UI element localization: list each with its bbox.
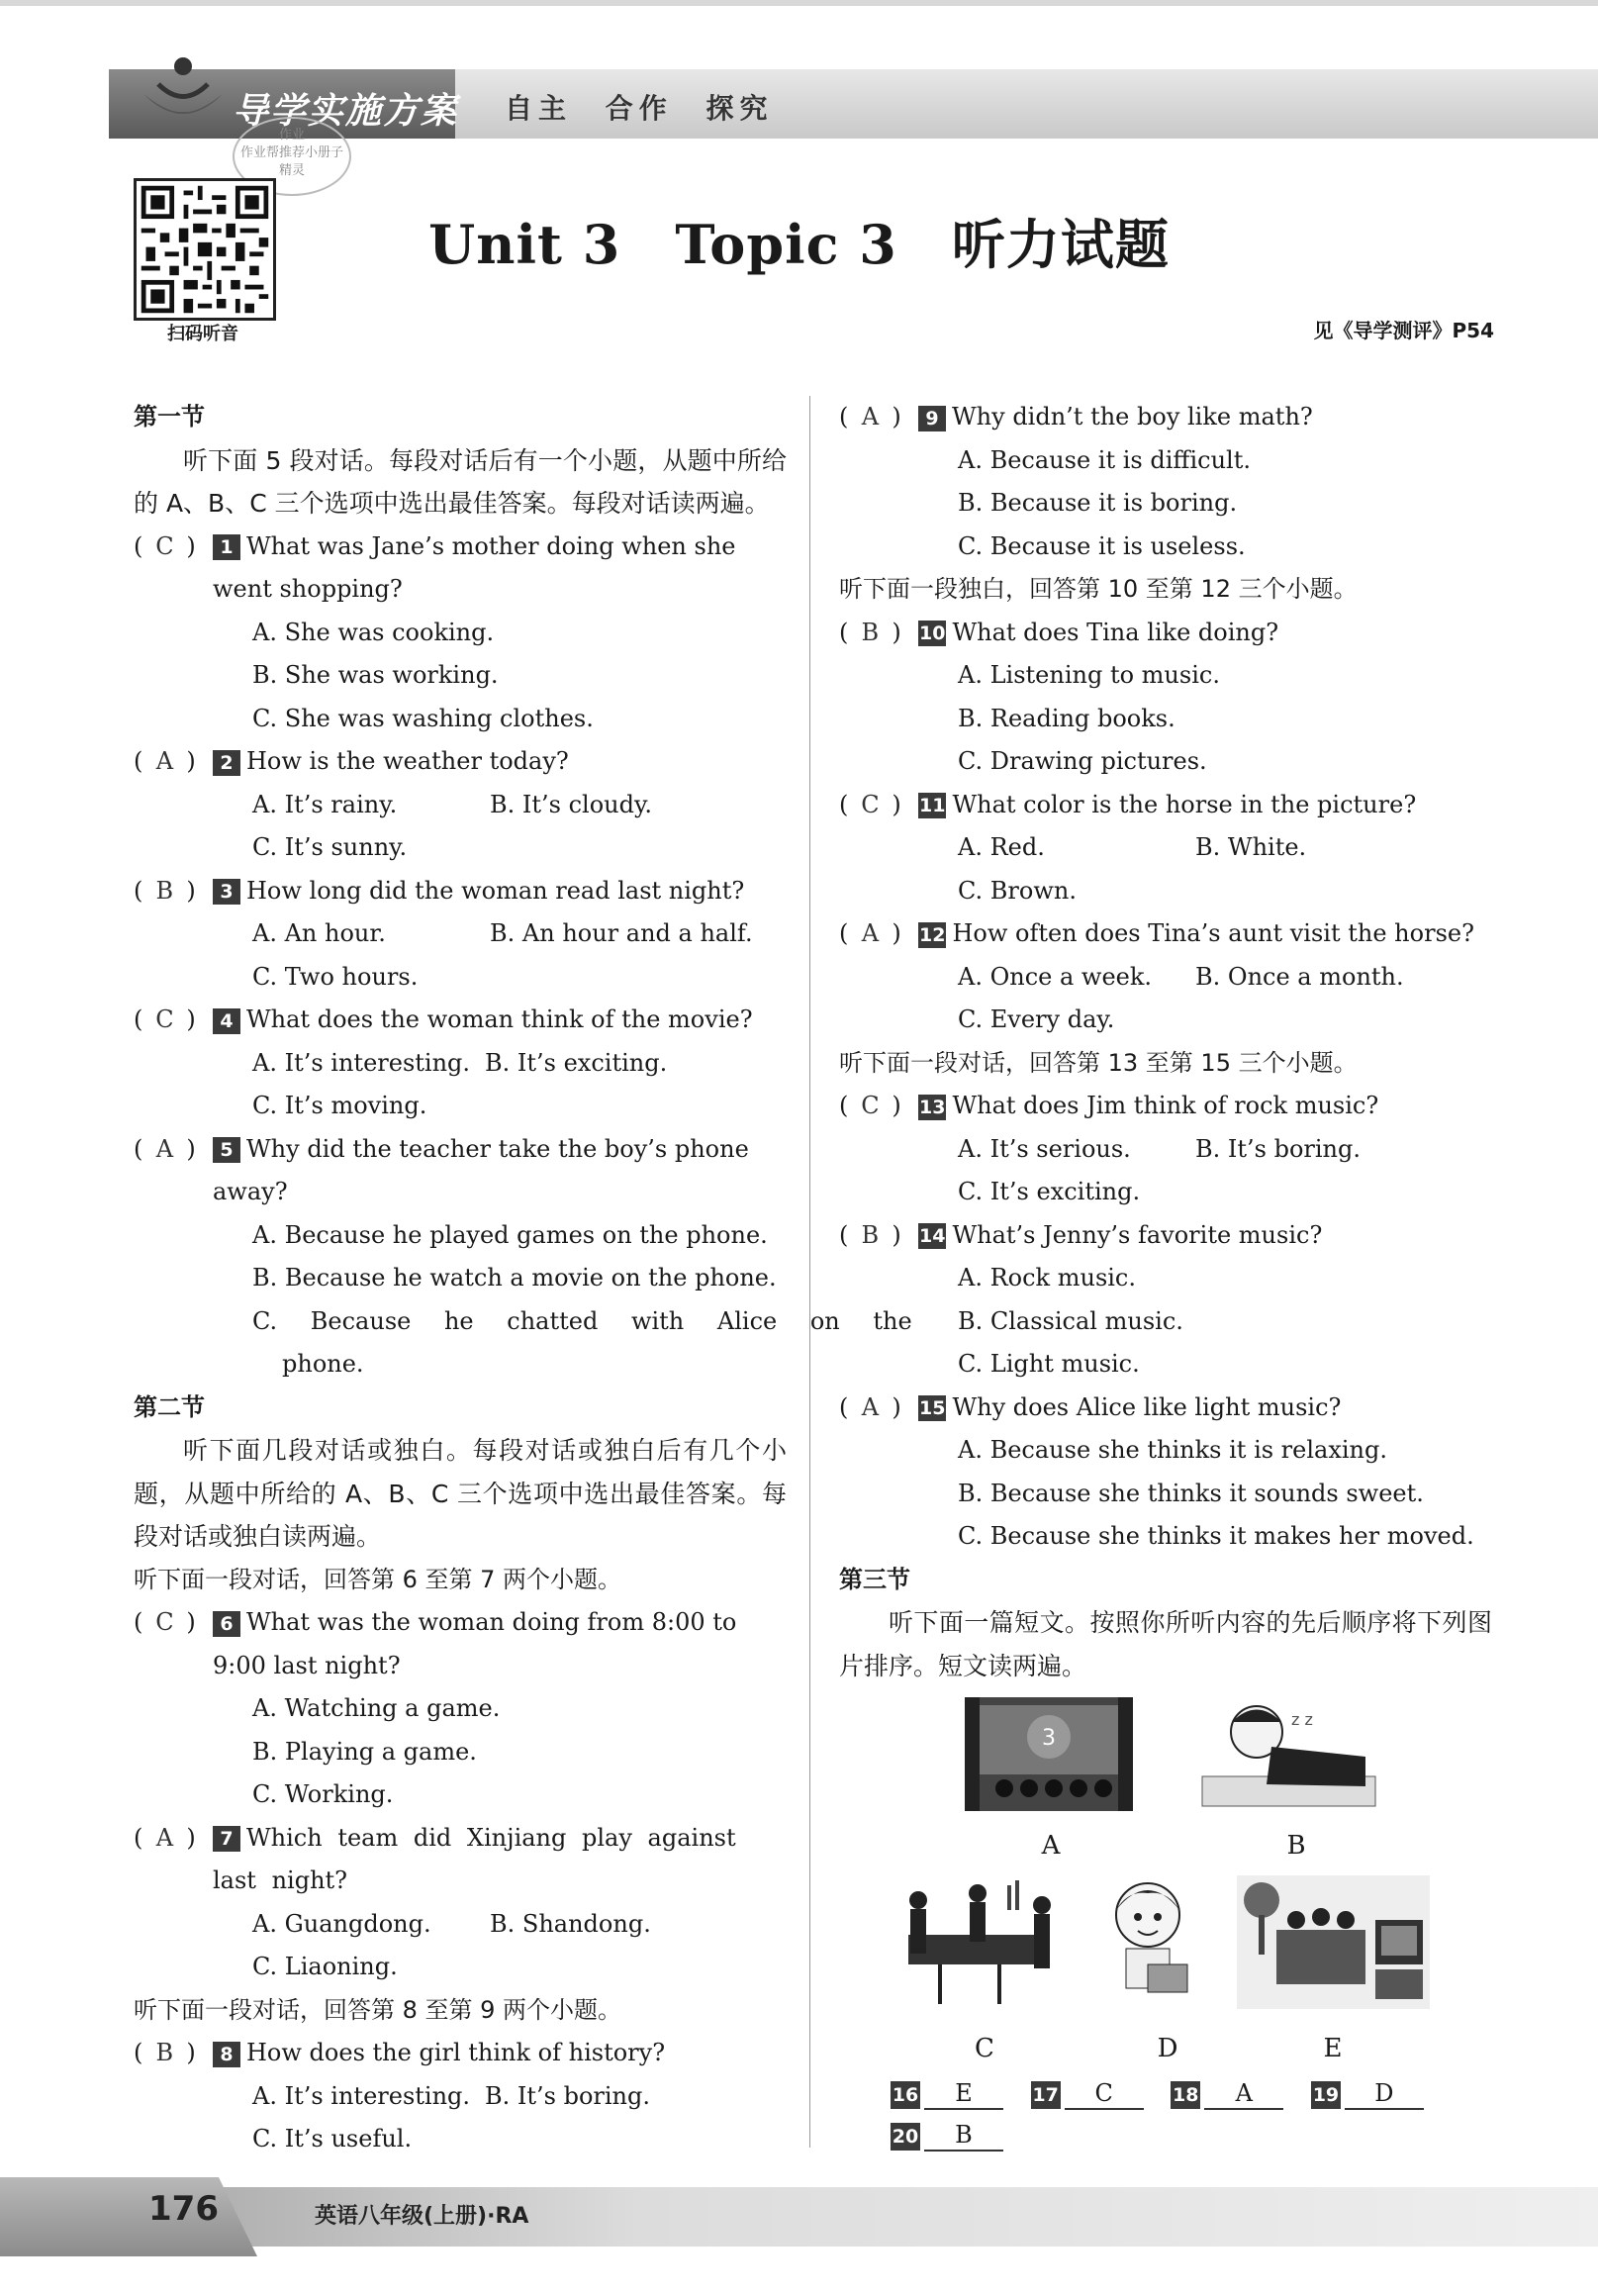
footer-tab (0, 2177, 257, 2256)
cinema-picture (965, 1697, 1133, 1811)
option-row: A. It’s interesting. B. It’s boring. (252, 2081, 651, 2110)
option: C. It’s moving. (252, 1092, 427, 1119)
answer: C (155, 1608, 174, 1636)
question-text: Which team did Xinjiang play against last night? (213, 1823, 736, 1894)
question-text: What does the woman think of the movie? (246, 1005, 753, 1033)
answer-blank[interactable]: C (1065, 2078, 1144, 2110)
question-number: 7 (213, 1826, 240, 1852)
question-8: ( B ) 8 How does the girl think of history? (134, 2032, 787, 2075)
section-heading: 第三节 (839, 1565, 910, 1593)
question-11: ( C ) 11 What color is the horse in the picture? (839, 784, 1492, 827)
question-7: ( A ) 7 Which team did Xinjiang play against last night? (134, 1817, 787, 1903)
option: C. Liaoning. (252, 1953, 398, 1980)
question-number: 8 (213, 2042, 240, 2067)
watermark-stamp: 作业 作业帮推荐小册子 精灵 (233, 117, 351, 196)
book-logo-icon (139, 54, 228, 134)
qr-label: 扫码听音 (167, 324, 238, 344)
blank-number: 16 (891, 2081, 920, 2109)
option: A. Listening to music. (958, 661, 1220, 689)
column-divider (809, 396, 810, 2148)
page-title: Unit 3 Topic 3 听力试题 (428, 213, 1170, 276)
question-text: What does Jim think of rock music? (952, 1092, 1379, 1119)
question-number: 6 (213, 1611, 240, 1637)
option: C. It’s useful. (252, 2125, 413, 2152)
answer: C (861, 1092, 880, 1119)
question-number: 11 (919, 795, 946, 816)
answer: A (861, 919, 880, 947)
option: A. She was cooking. (252, 618, 495, 646)
picture-label: B (1286, 1831, 1306, 1861)
friends-watching-tv-picture (1237, 1875, 1430, 2009)
question-number: 3 (213, 879, 240, 905)
answer: A (155, 1134, 174, 1163)
option-row: A. It’s serious. B. It’s boring. (958, 1134, 1362, 1163)
group-instruction: 听下面一段对话，回答第 6 至第 7 两个小题。 (134, 1565, 622, 1593)
reference-note: 见《导学测评》P54 (1313, 319, 1494, 342)
option: C. Because she thinks it makes her moved. (958, 1522, 1474, 1550)
section-heading: 第二节 (134, 1392, 205, 1421)
option: C. She was washing clothes. (252, 704, 594, 732)
option: C. Brown. (958, 876, 1077, 905)
section-heading: 第一节 (134, 403, 205, 430)
question-14: ( B ) 14 What’s Jenny’s favorite music? (839, 1214, 1492, 1258)
option: C. Working. (252, 1780, 394, 1808)
blank-number: 18 (1171, 2081, 1200, 2109)
question-3: ( B ) 3 How long did the woman read last night? (134, 870, 787, 913)
option: C. Every day. (958, 1005, 1115, 1033)
answer: C (155, 1005, 174, 1033)
option: C. Drawing pictures. (958, 747, 1207, 775)
option: B. Because it is boring. (958, 489, 1238, 517)
boy-with-book-picture (1098, 1875, 1197, 2009)
option: B. Because he watch a movie on the phone. (252, 1264, 777, 1292)
section-instructions: 听下面几段对话或独白。每段对话或独白后有几个小题，从题中所给的 A、B、C 三个选项中选出最佳答案。每段对话或独白读两遍。 (134, 1436, 787, 1551)
sleeping-boy-picture (1197, 1697, 1380, 1811)
option: C. Because he chatted with Alice on the (252, 1306, 912, 1335)
option: B. Because she thinks it sounds sweet. (958, 1479, 1424, 1507)
option-row: A. It’s interesting. B. It’s exciting. (252, 1048, 668, 1077)
question-text: How is the weather today? (246, 747, 569, 775)
question-5: ( A ) 5 Why did the teacher take the boy’s phone away? (134, 1128, 787, 1214)
option: C. Because it is useless. (958, 531, 1246, 560)
question-number: 9 (918, 406, 946, 431)
question-text: What’s Jenny’s favorite music? (952, 1220, 1323, 1249)
option: A. Because he played games on the phone. (252, 1220, 768, 1249)
answer-blank[interactable]: A (1204, 2078, 1283, 2110)
answer-blank[interactable]: E (924, 2078, 1003, 2110)
question-text: What does Tina like doing? (952, 618, 1279, 646)
question-number: 1 (213, 534, 240, 560)
question-text: What was the woman doing from 8:00 to 9:00 last night? (213, 1608, 737, 1679)
section-instructions: 听下面 5 段对话。每段对话后有一个小题，从题中所给的 A、B、C 三个选项中选出最佳答案。每段对话读两遍。 (134, 445, 787, 518)
blank-number: 19 (1311, 2081, 1341, 2109)
question-number: 5 (213, 1137, 240, 1163)
question-text: What was Jane’s mother doing when she went shopping? (213, 531, 736, 603)
question-text: How does the girl think of history? (246, 2039, 666, 2066)
question-number: 14 (919, 1225, 946, 1247)
question-text: Why didn’t the boy like math? (952, 403, 1313, 430)
question-4: ( C ) 4 What does the woman think of the movie? (134, 999, 787, 1042)
option: C. It’s exciting. (958, 1178, 1141, 1205)
question-6: ( C ) 6 What was the woman doing from 8:00 to 9:00 last night? (134, 1601, 787, 1687)
top-rule (0, 0, 1598, 6)
group-instruction: 听下面一段对话，回答第 8 至第 9 两个小题。 (134, 1995, 622, 2024)
option: C. Two hours. (252, 962, 419, 991)
answer: A (861, 1392, 880, 1421)
question-number: 12 (919, 923, 946, 946)
svg-text:3: 3 (1042, 1726, 1056, 1751)
question-text: Why does Alice like light music? (952, 1392, 1342, 1421)
option: B. She was working. (252, 661, 499, 689)
answer-blanks-row-1 (891, 2078, 1444, 2110)
question-15: ( A ) 15 Why does Alice like light music? (839, 1387, 1492, 1430)
option: A. Rock music. (958, 1264, 1136, 1292)
option: B. Reading books. (958, 704, 1175, 732)
question-number: 10 (919, 622, 946, 644)
question-9: ( A ) 9 Why didn’t the boy like math? (839, 396, 1492, 439)
question-text: Why did the teacher take the boy’s phone away? (213, 1134, 749, 1205)
page-number: 176 (148, 2189, 219, 2229)
question-number: 4 (213, 1008, 240, 1034)
option-row: A. It’s rainy. B. It’s cloudy. (252, 790, 652, 818)
question-13: ( C ) 13 What does Jim think of rock music? (839, 1085, 1492, 1128)
option-row: A. An hour. B. An hour and a half. (252, 919, 753, 947)
question-text: How often does Tina’s aunt visit the horse? (952, 919, 1474, 947)
answer: B (861, 618, 880, 646)
option-row: A. Once a week. B. Once a month. (958, 962, 1404, 991)
picture-label: D (1157, 2034, 1178, 2063)
answer: B (155, 876, 174, 905)
option: A. Because it is difficult. (958, 445, 1251, 474)
question-10: ( B ) 10 What does Tina like doing? (839, 612, 1492, 655)
question-1: ( C ) 1 What was Jane’s mother doing when she went shopping? (134, 526, 787, 612)
section-instructions: 听下面一篇短文。按照你所听内容的先后顺序将下列图片排序。短文读两遍。 (839, 1608, 1492, 1680)
group-instruction: 听下面一段独白，回答第 10 至第 12 三个小题。 (839, 575, 1358, 603)
option: A. Because she thinks it is relaxing. (958, 1436, 1388, 1464)
answer: A (155, 1823, 174, 1852)
option: C. Light music. (958, 1350, 1140, 1378)
answer-blanks-row-2 (891, 2120, 1023, 2152)
question-text: What color is the horse in the picture? (952, 790, 1417, 818)
option-row: A. Guangdong. B. Shandong. (252, 1909, 651, 1938)
blank-number: 17 (1031, 2081, 1061, 2109)
blank-number: 20 (891, 2123, 920, 2151)
answer: B (155, 2039, 174, 2066)
question-text: How long did the woman read last night? (246, 876, 745, 905)
picture-label: A (1041, 1831, 1061, 1861)
book-title: 英语八年级(上册)·RA (315, 2204, 529, 2229)
question-number: 15 (919, 1397, 946, 1419)
option: B. Playing a game. (252, 1737, 477, 1766)
answer: C (861, 790, 880, 818)
option: B. Classical music. (958, 1306, 1183, 1335)
question-12: ( A ) 12 How often does Tina’s aunt visit the horse? (839, 912, 1492, 956)
picture-label: C (975, 2034, 994, 2063)
option-row: A. Red. B. White. (958, 833, 1307, 861)
question-number: 13 (919, 1096, 946, 1118)
question-number: 2 (213, 750, 240, 776)
right-column (839, 396, 1492, 1687)
banner-title: 导学实施方案 (233, 91, 459, 132)
answer: A (155, 747, 174, 775)
picture-label: E (1323, 2034, 1343, 2063)
answer: B (861, 1220, 880, 1249)
answer-blank[interactable]: B (924, 2120, 1003, 2152)
answer-blank[interactable]: D (1345, 2078, 1424, 2110)
answer: C (155, 531, 174, 560)
option: C. It’s sunny. (252, 833, 408, 861)
group-instruction: 听下面一段对话，回答第 13 至第 15 三个小题。 (839, 1048, 1358, 1077)
option: phone. (282, 1350, 364, 1378)
option: A. Watching a game. (252, 1694, 501, 1722)
question-2: ( A ) 2 How is the weather today? (134, 740, 787, 784)
bar-party-picture (889, 1875, 1072, 2009)
banner-tags: 自主 合作 探究 (505, 92, 774, 125)
answer: A (861, 403, 880, 430)
svg-text:z z: z z (1291, 1710, 1313, 1729)
